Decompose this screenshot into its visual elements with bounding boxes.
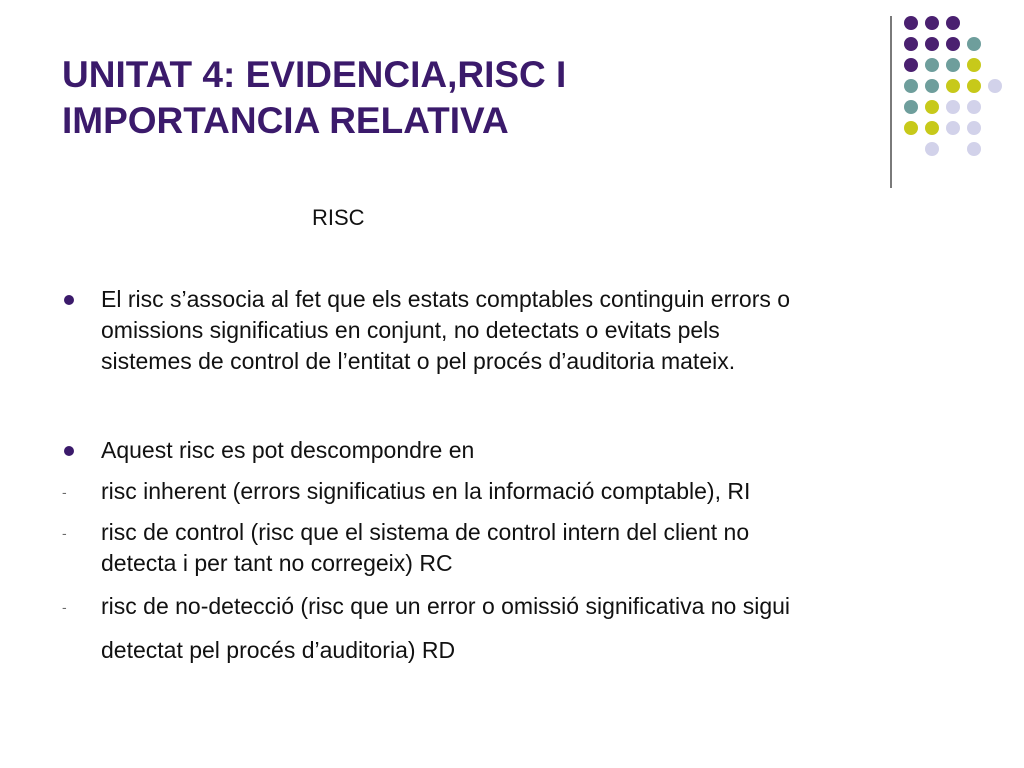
slide-title-line-2: IMPORTANCIA RELATIVA xyxy=(62,100,509,141)
decorative-dot xyxy=(904,100,918,114)
decorative-dot xyxy=(925,121,939,135)
section-subtitle: RISC xyxy=(312,205,365,230)
decorative-dot xyxy=(946,79,960,93)
decorative-dot xyxy=(988,79,1002,93)
decorative-dot xyxy=(925,142,939,156)
bullet-dot xyxy=(64,446,74,456)
decorative-dot xyxy=(904,79,918,93)
decorative-dot xyxy=(967,142,981,156)
dash-item-line: detectat pel procés d’auditoria) RD xyxy=(101,637,456,663)
dash-item-line: risc de no-detecció (risc que un error o omissió significativa no sigui xyxy=(101,593,791,619)
dash-marker: - xyxy=(62,525,67,541)
bullet-dot xyxy=(64,295,74,305)
bullet-line: omissions significatius en conjunt, no detectats o evitats pels xyxy=(101,317,720,343)
dash-item-line: detecta i per tant no corregeix) RC xyxy=(101,550,453,576)
decorative-dot xyxy=(967,58,981,72)
decorative-dot xyxy=(967,100,981,114)
dash-item-line: risc inherent (errors significatius en la informació comptable), RI xyxy=(101,478,751,504)
decorative-dot xyxy=(925,100,939,114)
decorative-dot xyxy=(946,58,960,72)
decorative-dot xyxy=(967,121,981,135)
decorative-dot xyxy=(904,16,918,30)
decorative-dot xyxy=(967,79,981,93)
decorative-dot xyxy=(946,16,960,30)
slide-title-line-1: UNITAT 4: EVIDENCIA,RISC I xyxy=(62,54,567,95)
dash-item xyxy=(101,591,981,666)
decorative-dot xyxy=(925,79,939,93)
decorative-dot xyxy=(967,37,981,51)
decorative-dot xyxy=(904,58,918,72)
decorative-dot xyxy=(946,100,960,114)
dash-item-line: risc de control (risc que el sistema de control intern del client no xyxy=(101,519,750,545)
decorative-dot xyxy=(946,121,960,135)
decorative-dot xyxy=(925,16,939,30)
dash-item xyxy=(101,517,981,579)
dash-marker: - xyxy=(62,484,67,500)
bullet-item xyxy=(101,435,981,466)
decorative-dot xyxy=(925,58,939,72)
vertical-divider xyxy=(890,16,892,188)
decorative-dot xyxy=(904,37,918,51)
bullet-item xyxy=(101,284,981,377)
bullet-line: El risc s’associa al fet que els estats comptables continguin errors o xyxy=(101,286,791,312)
bullet-line: sistemes de control de l’entitat o pel procés d’auditoria mateix. xyxy=(101,348,736,374)
decorative-dot xyxy=(925,37,939,51)
decorative-dot xyxy=(904,121,918,135)
dash-marker: - xyxy=(62,599,67,615)
decorative-dot xyxy=(946,37,960,51)
bullet-line: Aquest risc es pot descompondre en xyxy=(101,437,475,463)
decorative-dot-grid xyxy=(0,0,1024,200)
dash-item xyxy=(101,476,981,507)
